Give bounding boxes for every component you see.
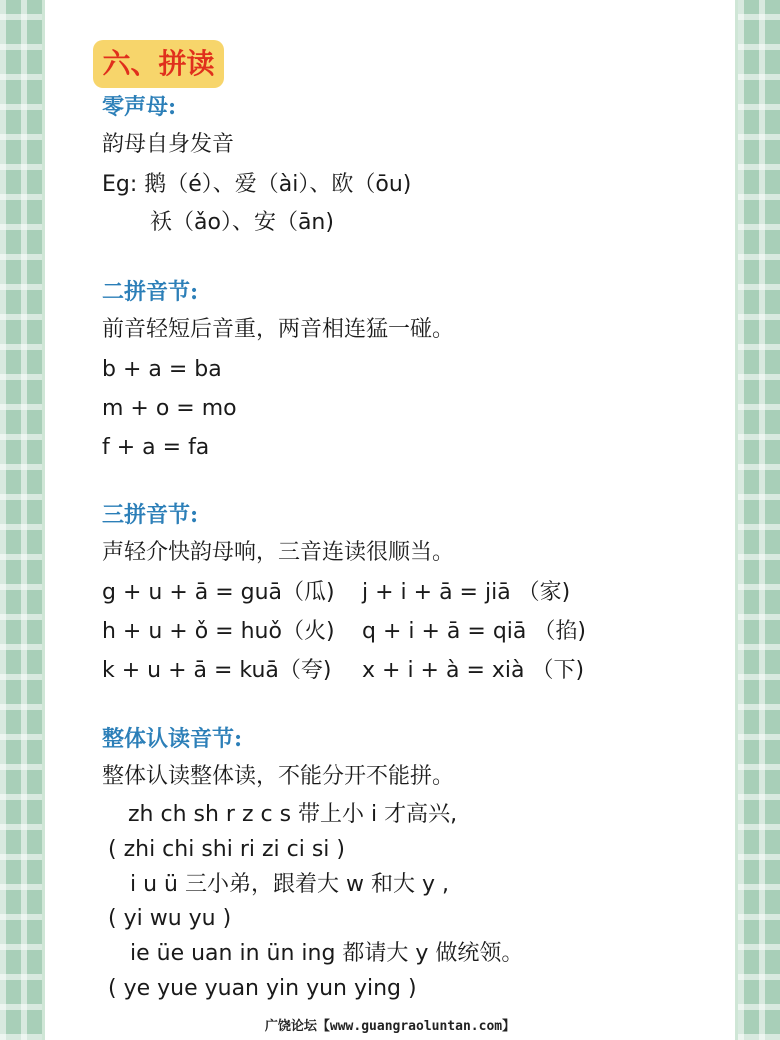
whole-syllable-pinyin: ( ye yue yuan yin yun ying ) [108, 976, 417, 1001]
two-part-heading: 二拼音节: [102, 279, 199, 305]
whole-syllable-rhyme: ie üe uan in ün ing 都请大 y 做统领。 [130, 941, 524, 966]
two-part-example: m + o = mo [102, 396, 237, 421]
whole-syllable-pinyin: ( zhi chi shi ri zi ci si ) [108, 837, 345, 862]
section-title: 六、拼读 [93, 40, 224, 88]
three-part-example-left: g + u + ā = guā（瓜) [102, 580, 335, 605]
whole-syllable-rhyme: zh ch sh r z c s 带上小 i 才高兴, [128, 802, 458, 827]
three-part-example-left: h + u + ǒ = huǒ（火) [102, 619, 335, 644]
whole-syllable-desc: 整体认读整体读，不能分开不能拼。 [102, 764, 455, 789]
three-part-desc: 声轻介快韵母响，三音连读很顺当。 [102, 540, 455, 565]
two-part-desc: 前音轻短后音重，两音相连猛一碰。 [102, 317, 455, 342]
three-part-heading: 三拼音节: [102, 502, 199, 528]
three-part-example-right: j + i + ā = jiā （家) [362, 580, 571, 605]
two-part-example: f + a = fa [102, 435, 210, 460]
three-part-example-left: k + u + ā = kuā（夸) [102, 658, 332, 683]
three-part-example-right: q + i + ā = qiā （掐) [362, 619, 586, 644]
three-part-example-right: x + i + à = xià （下) [362, 658, 585, 683]
zero-initial-example-1: Eg: 鹅（é）、爱（ài）、欧（ōu) [102, 172, 412, 197]
zero-initial-example-2: 袄（ǎo）、安（ān) [150, 210, 334, 235]
whole-syllable-rhyme: i u ü 三小弟，跟着大 w 和大 y , [130, 872, 449, 897]
zero-initial-heading: 零声母: [102, 94, 177, 120]
whole-syllable-heading: 整体认读音节: [102, 726, 243, 752]
footer-watermark: 广饶论坛【www.guangraoluntan.com】 [264, 1019, 516, 1034]
two-part-example: b + a = ba [102, 357, 222, 382]
whole-syllable-pinyin: ( yi wu yu ) [108, 906, 232, 931]
zero-initial-desc: 韵母自身发音 [102, 132, 235, 157]
